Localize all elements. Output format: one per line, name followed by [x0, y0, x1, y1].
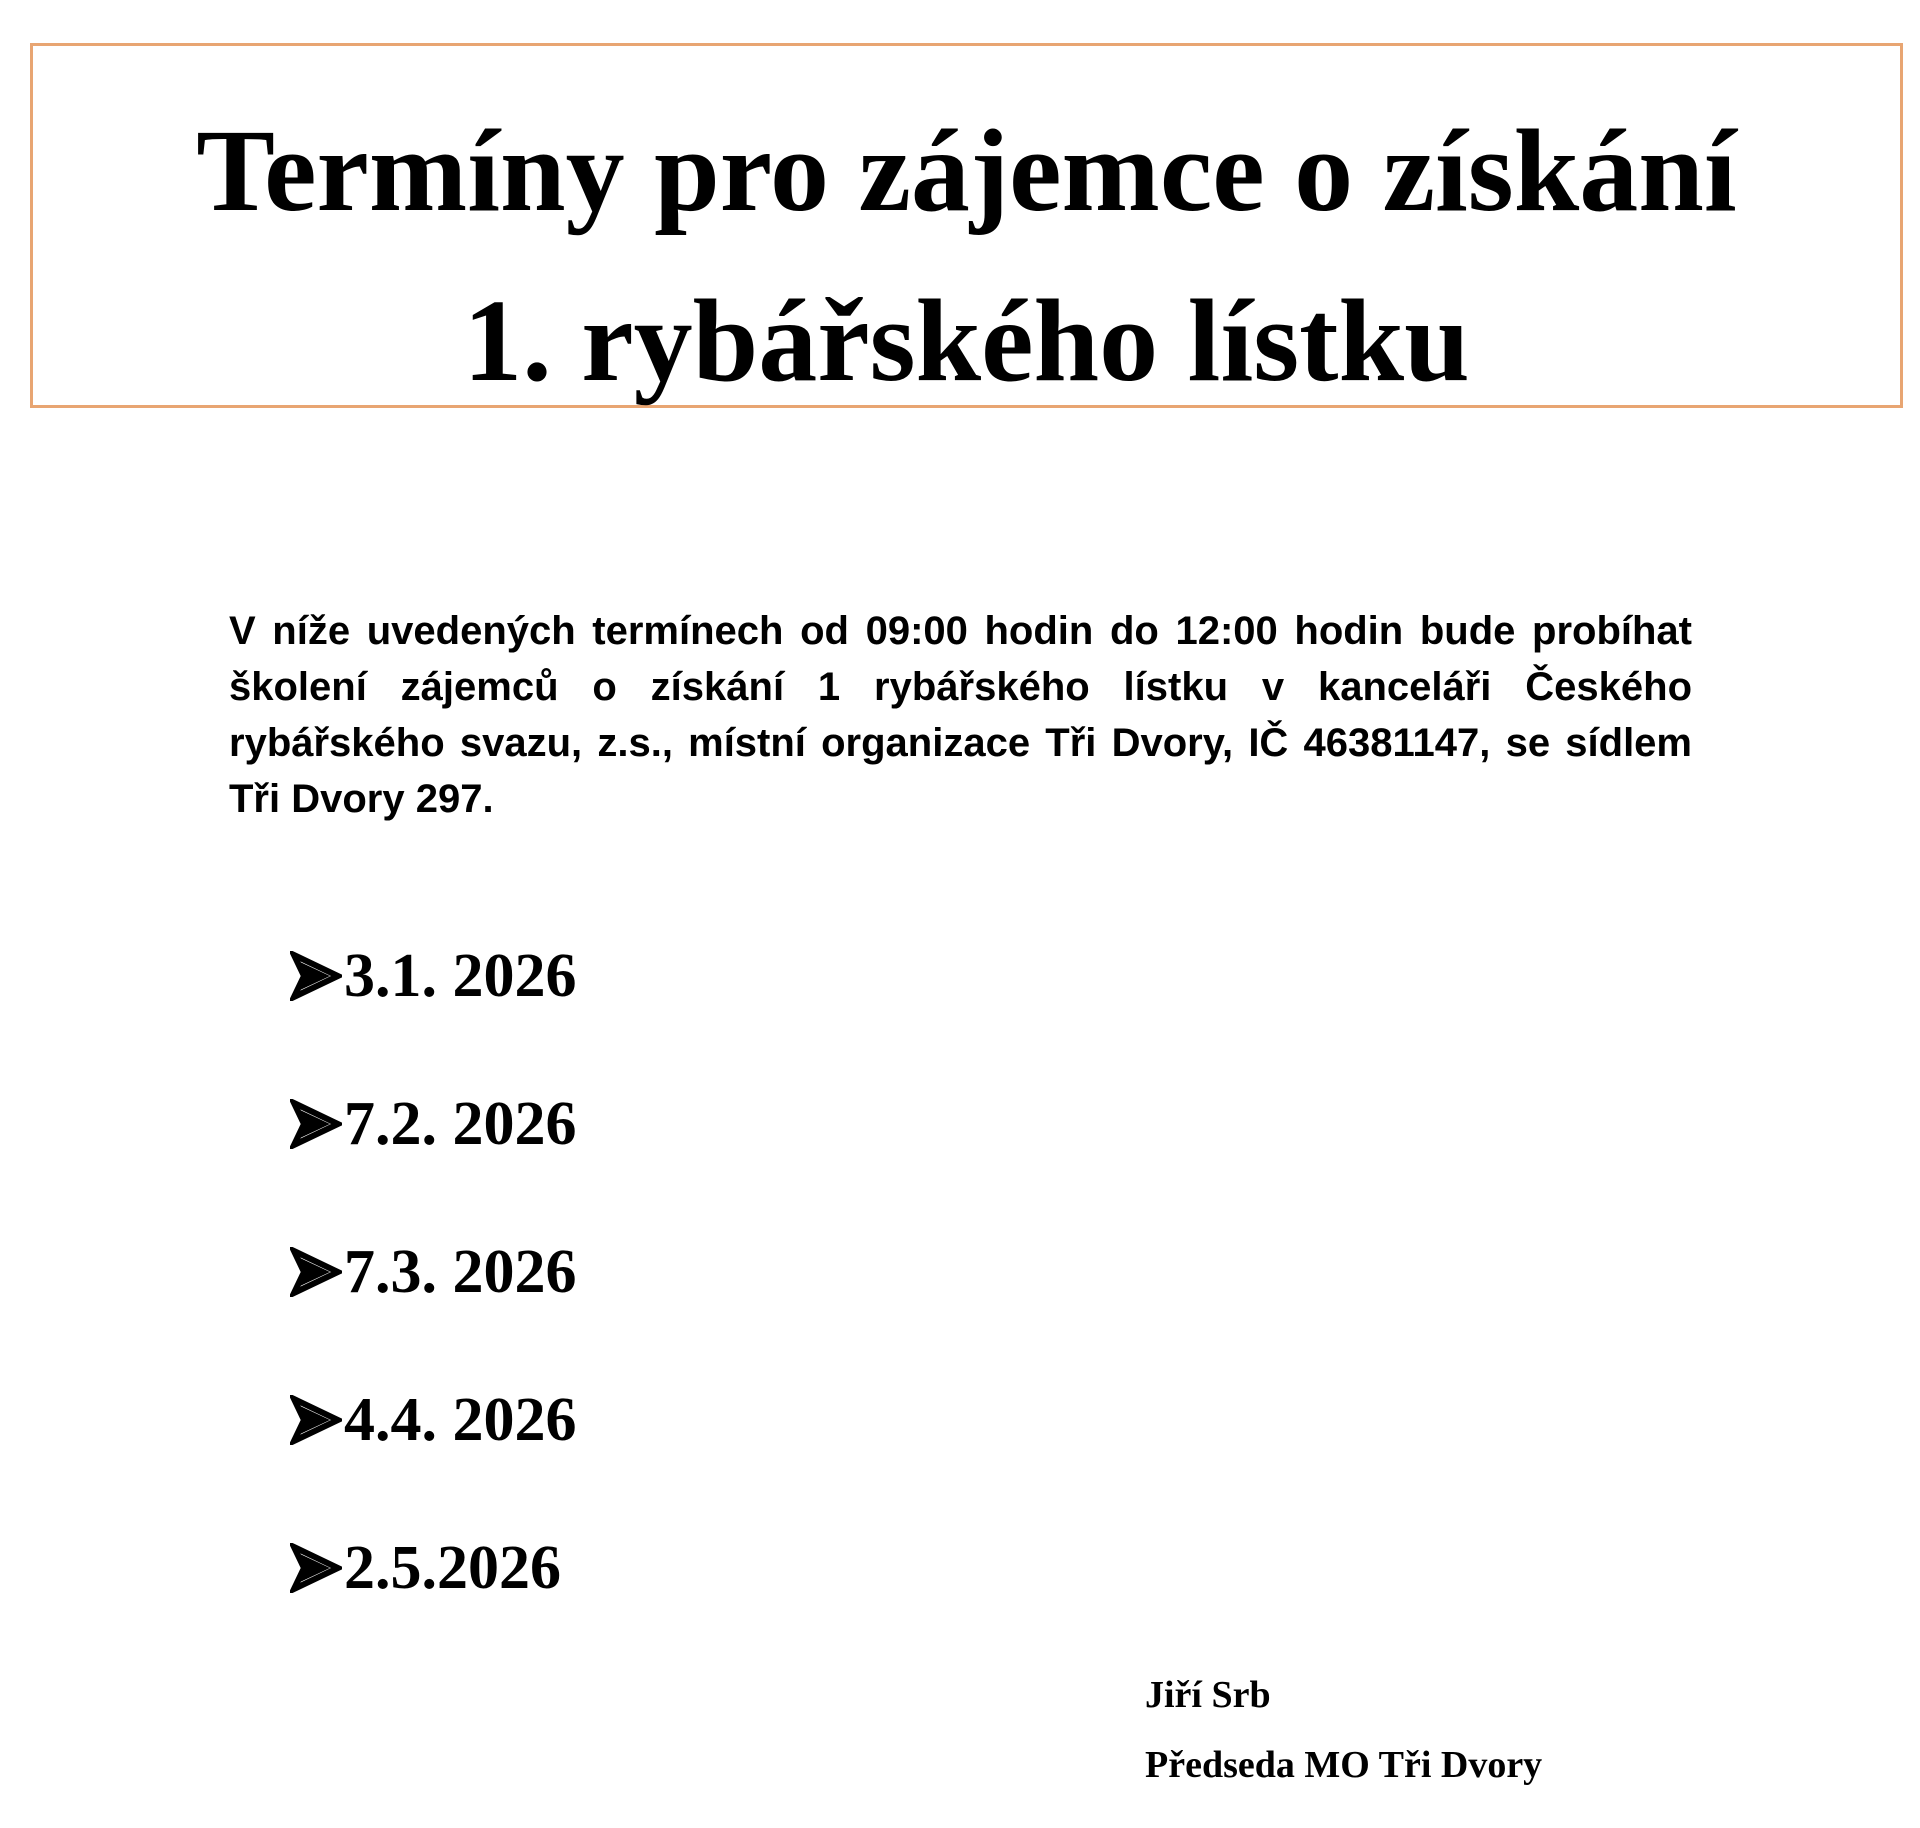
date-label: 7.3. 2026 [344, 1238, 577, 1306]
date-item [290, 1198, 577, 1346]
title-box [30, 43, 1903, 408]
date-item [290, 1494, 577, 1642]
arrowhead-bullet-icon [290, 1395, 342, 1445]
date-label: 7.2. 2026 [344, 1090, 577, 1158]
intro-paragraph: V níže uvedených termínech od 09:00 hodin do 12:00 hodin bude probíhat školení zájemců o získání 1 rybářského lístku v kanceláři Českého rybářského svazu, z.s., místní organizace Tři Dvory, IČ 46381147, se sídlem Tři Dvory 297. [229, 609, 1692, 821]
signature-block [1145, 1660, 1542, 1800]
date-item [290, 1346, 577, 1494]
date-item [290, 1050, 577, 1198]
date-label: 3.1. 2026 [344, 942, 577, 1010]
date-label: 2.5.2026 [344, 1534, 561, 1602]
signature-name: Jiří Srb [1145, 1674, 1271, 1716]
date-item [290, 902, 577, 1050]
arrowhead-bullet-icon [290, 1247, 342, 1297]
title-line-2: 1. rybářského lístku [463, 275, 1470, 406]
arrowhead-bullet-icon [290, 1099, 342, 1149]
signature-role: Předseda MO Tři Dvory [1145, 1744, 1543, 1786]
title-line-1: Termíny pro zájemce o získání [196, 105, 1737, 236]
date-label: 4.4. 2026 [344, 1386, 577, 1454]
date-list [290, 902, 577, 1642]
arrowhead-bullet-icon [290, 1543, 342, 1593]
arrowhead-bullet-icon [290, 951, 342, 1001]
